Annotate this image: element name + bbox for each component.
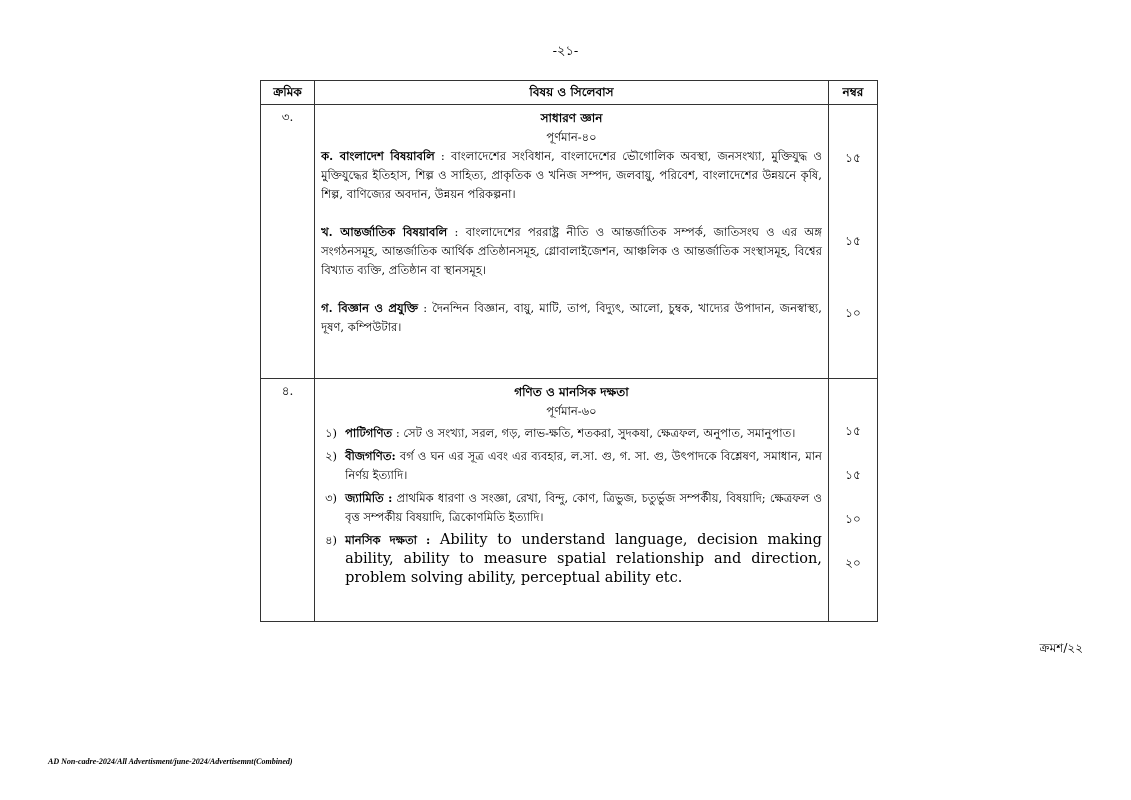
item-marks: ১০ xyxy=(845,512,861,526)
header-subject: বিষয় ও সিলেবাস xyxy=(315,81,829,105)
syllabus-item xyxy=(321,299,822,337)
syllabus-item xyxy=(321,447,822,485)
row-syllabus xyxy=(315,105,829,379)
full-marks: পূর্ণমান-৪০ xyxy=(546,130,597,144)
item-marks: ১৫ xyxy=(845,468,861,482)
item-text: Ability to understand language, decision making ability, ability to measure spatial relationship and direction, problem solving ability, perceptual ability etc. xyxy=(345,532,822,586)
item-index: ৪) xyxy=(325,533,338,547)
row-serial: ৩. xyxy=(261,105,315,379)
syllabus-table xyxy=(260,80,878,622)
item-text: : সেট ও সংখ্যা, সরল, গড়, লাভ-ক্ষতি, শতকরা, সুদকষা, ক্ষেত্রফল, অনুপাত, সমানুপাত। xyxy=(392,426,796,440)
item-index: ২) xyxy=(325,449,338,463)
continued-note: ক্রমশ/২২ xyxy=(1039,641,1083,655)
header-serial: ক্রমিক xyxy=(261,81,315,105)
table-row-general-knowledge xyxy=(261,105,878,379)
item-label: জ্যামিতি : xyxy=(345,491,393,505)
item-text: : দৈনন্দিন বিজ্ঞান, বায়ু, মাটি, তাপ, বিদ্যুৎ, আলো, চুম্বক, খাদ্যের উপাদান, জনস্বাস্থ্য, দূষণ, কম্পিউটার। xyxy=(321,301,822,334)
item-marks: ১৫ xyxy=(845,151,861,165)
section-title: সাধারণ জ্ঞান xyxy=(540,111,603,125)
item-marks: ১৫ xyxy=(845,234,861,248)
syllabus-item xyxy=(321,424,822,443)
table-header-row xyxy=(261,81,878,105)
row-serial: ৪. xyxy=(261,379,315,622)
row-marks xyxy=(828,105,877,379)
section-title: গণিত ও মানসিক দক্ষতা xyxy=(514,385,629,399)
syllabus-item xyxy=(321,489,822,527)
item-text: বর্গ ও ঘন এর সূত্র এবং এর ব্যবহার, ল.সা. গু, গ. সা. গু, উৎপাদকে বিশ্লেষণ, সমাধান, মান নির্ণয় ইত্যাদি। xyxy=(345,449,822,482)
header-marks: নম্বর xyxy=(828,81,877,105)
item-marks: ২০ xyxy=(845,556,861,570)
item-label: খ. আন্তর্জাতিক বিষয়াবলি xyxy=(321,225,448,239)
item-label: গ. বিজ্ঞান ও প্রযুক্তি xyxy=(321,301,419,315)
item-text: : বাংলাদেশের সংবিধান, বাংলাদেশের ভৌগোলিক অবস্থা, জনসংখ্যা, মুক্তিযুদ্ধ ও মুক্তিযুদ্ধের ইতিহাস, শিল্প ও সাহিত্য, প্রাকৃতিক ও খনিজ সম্পদ, জলবায়ু, পরিবেশ, বাংলাদেশের উন্নয়নে কৃষি, শিল্প, বাণিজ্যের অবদান, উন্নয়ন পরিকল্পনা। xyxy=(321,149,822,201)
item-label: পাটিগণিত xyxy=(345,426,393,440)
item-label: বীজগণিত: xyxy=(345,449,396,463)
item-index: ১) xyxy=(325,426,338,440)
item-label: ক. বাংলাদেশ বিষয়াবলি xyxy=(321,149,435,163)
item-text: : বাংলাদেশের পররাষ্ট্র নীতি ও আন্তর্জাতিক সম্পর্ক, জাতিসংঘ ও এর অঙ্গ সংগঠনসমূহ, আন্তর্জাতিক আর্থিক প্রতিষ্ঠানসমূহ, গ্লোবালাইজেশন, আঞ্চলিক ও আন্তর্জাতিক সংস্থাসমূহ, বিশ্বের বিখ্যাত ব্যক্তি, প্রতিষ্ঠান বা স্থানসমূহ। xyxy=(321,225,822,277)
row-marks xyxy=(828,379,877,622)
full-marks: পূর্ণমান-৬০ xyxy=(546,404,597,418)
syllabus-item xyxy=(321,531,822,588)
item-label: মানসিক দক্ষতা : xyxy=(345,533,431,547)
item-marks: ১৫ xyxy=(845,424,861,438)
footer-reference: AD Non-cadre-2024/All Advertisment/june-2024/Advertisemnt(Combined) xyxy=(48,757,293,766)
page-number: -২১- xyxy=(552,44,579,59)
item-marks: ১০ xyxy=(845,306,861,320)
table-row-math-mental-ability xyxy=(261,379,878,622)
item-index: ৩) xyxy=(325,491,338,505)
syllabus-item xyxy=(321,223,822,280)
row-syllabus xyxy=(315,379,829,622)
syllabus-item xyxy=(321,147,822,204)
item-text: প্রাথমিক ধারণা ও সংজ্ঞা, রেখা, বিন্দু, কোণ, ত্রিভুজ, চতুর্ভুজ সম্পর্কীয়, বিষয়াদি; ক্ষেত্রফল ও বৃত্ত সম্পর্কীয় বিষয়াদি, ত্রিকোণমিতি ইত্যাদি। xyxy=(345,491,822,524)
